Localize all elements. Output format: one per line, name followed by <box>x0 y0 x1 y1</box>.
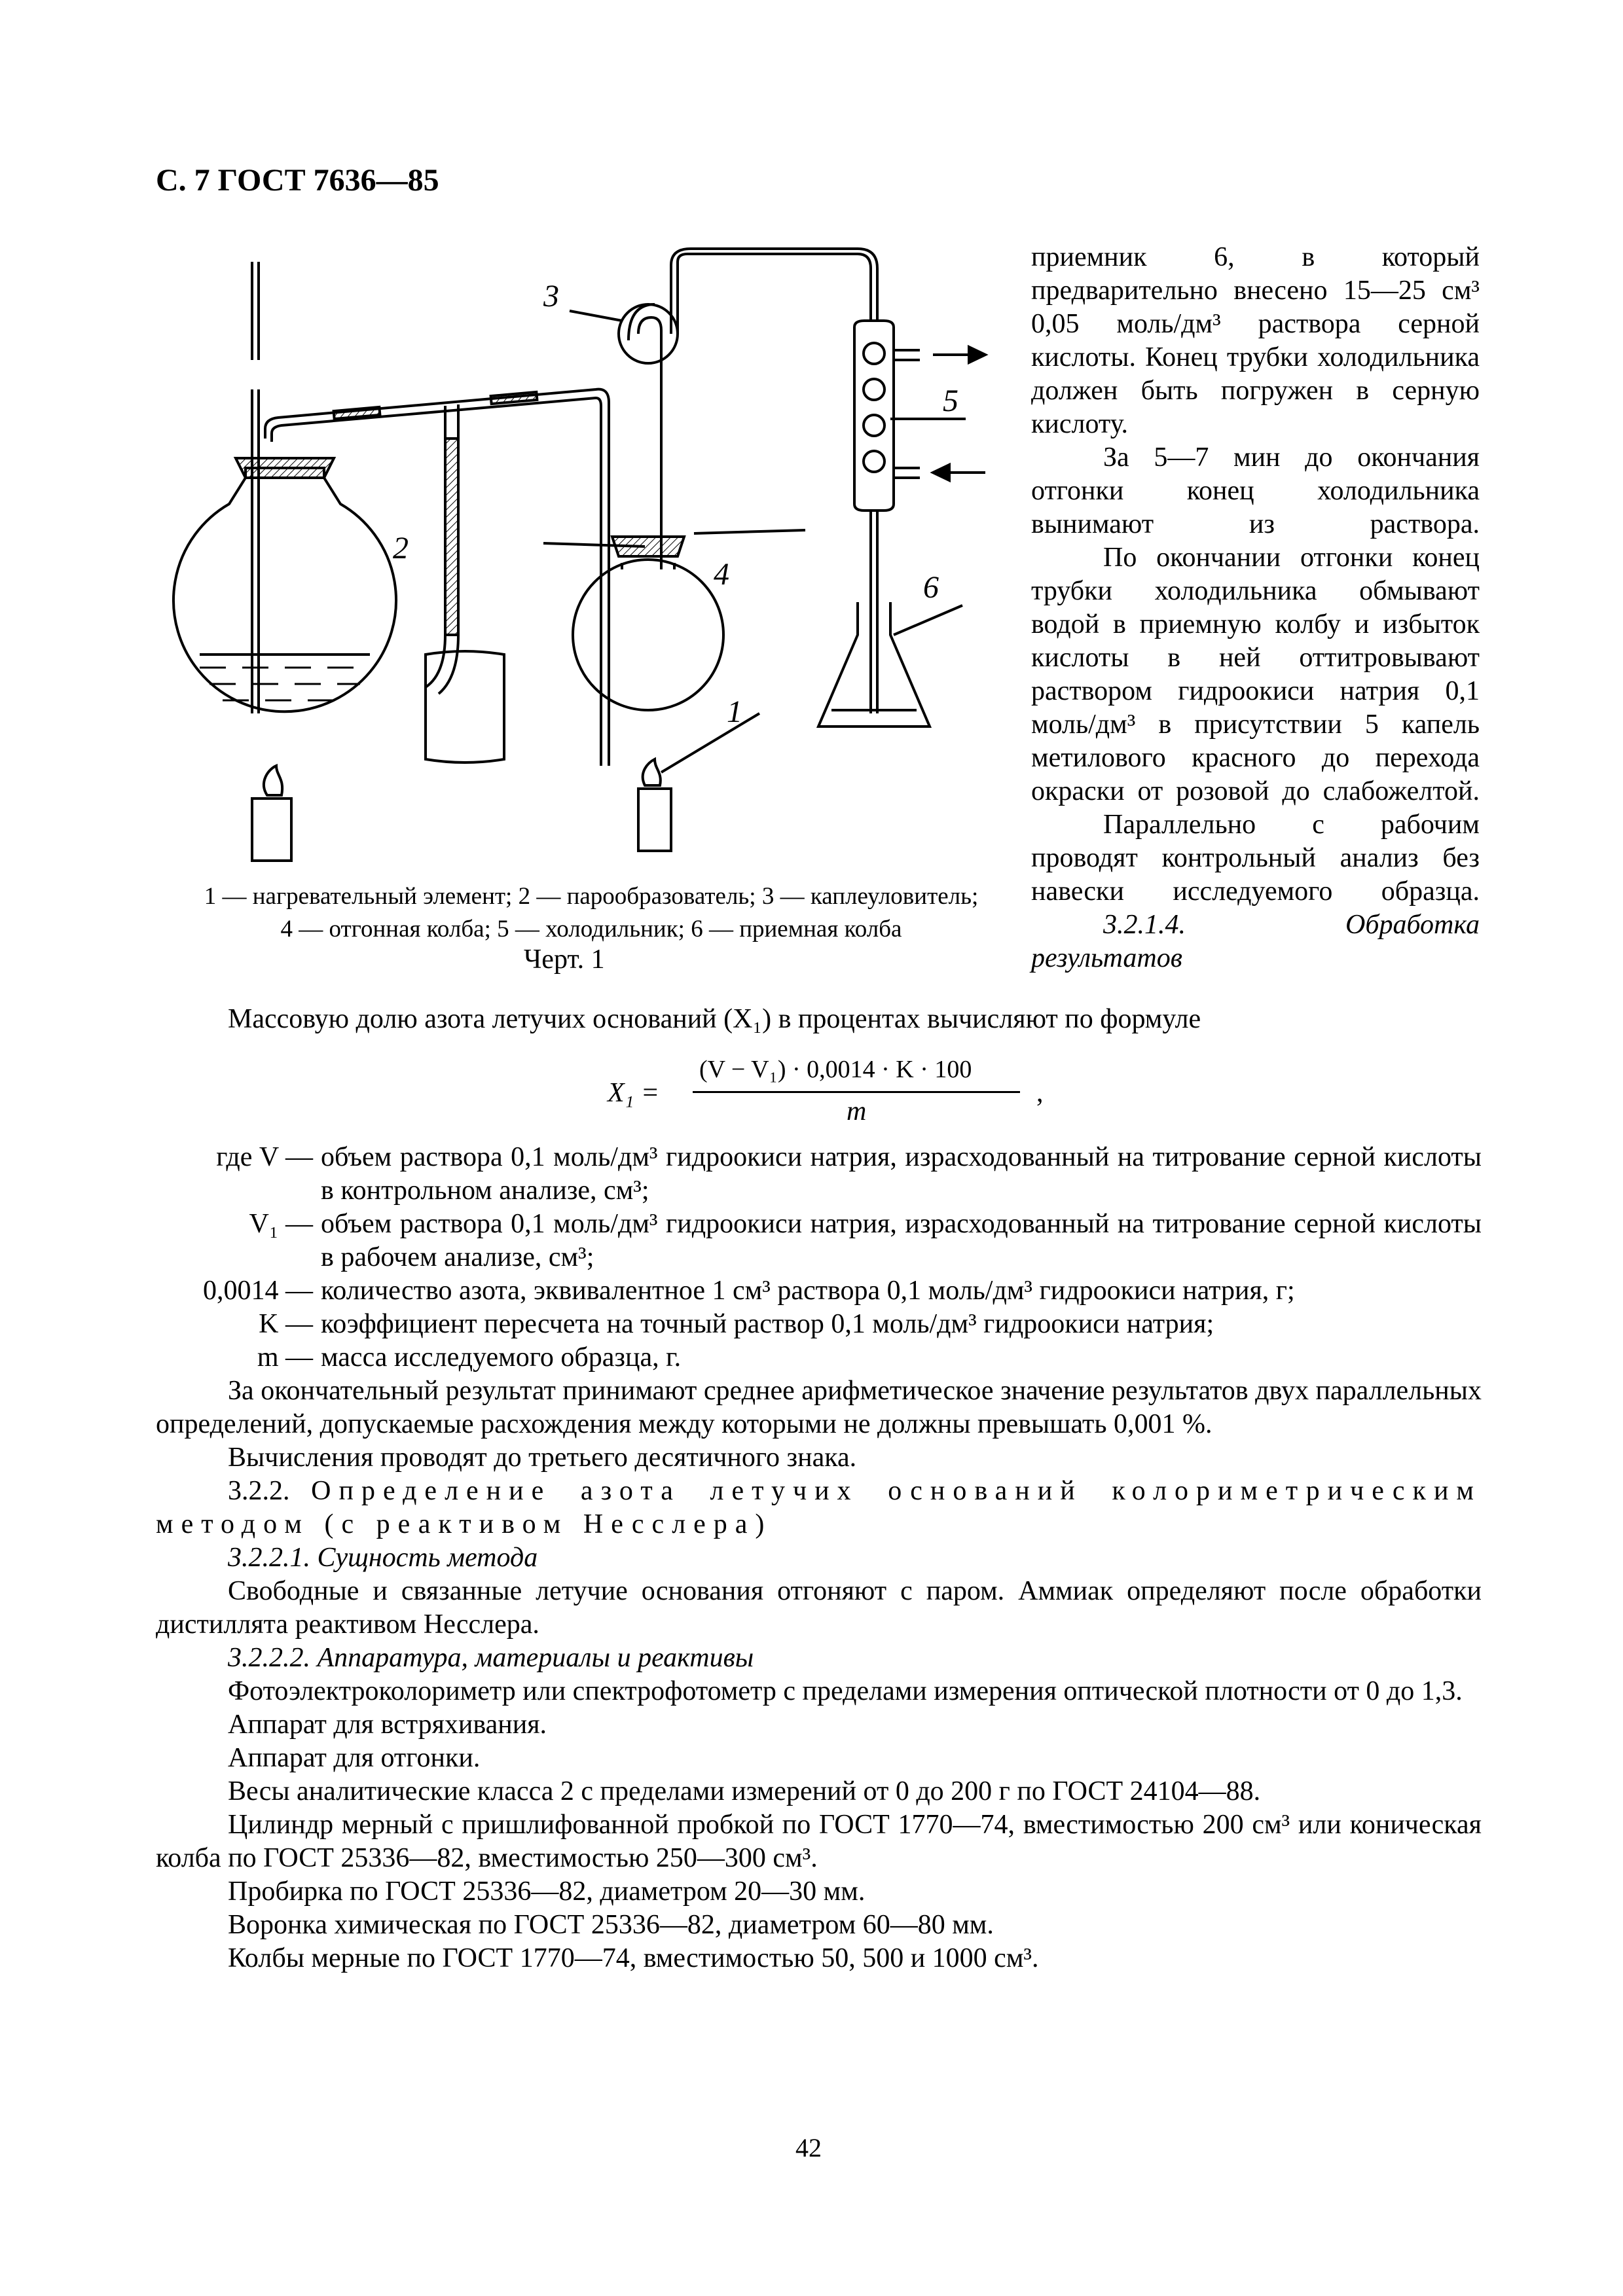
figure-label-5: 5 <box>943 384 958 418</box>
section-heading-3-2-2 <box>156 1475 1482 1541</box>
figure-label-6: 6 <box>923 570 939 605</box>
right-column-text <box>1031 241 1480 975</box>
definition-text: количество азота, эквивалентное 1 см³ раствора 0,1 моль/дм³ гидроокиси натрия, г; <box>321 1276 1295 1306</box>
right-paragraph-2: За 5—7 мин до окончания отгонки конец холодильника вынимают из раствора. <box>1031 442 1480 539</box>
formula-intro: Массовую долю азота летучих оснований (X₁) в процентах вычисляют по формуле <box>228 1004 1201 1034</box>
paragraph-distiller: Аппарат для отгонки. <box>228 1743 481 1773</box>
formula-block <box>156 1036 1482 1141</box>
section-number: 3.2.2. <box>228 1476 290 1506</box>
definition-row <box>64 1308 1482 1341</box>
formula-numerator: (V − V₁) · 0,0014 · K · 100 <box>699 1056 972 1083</box>
apparatus-figure <box>151 242 1021 870</box>
definition-symbol: 0,0014 — <box>203 1276 313 1306</box>
definition-text: объем раствора 0,1 моль/дм³ гидроокиси натрия, израсходованный на титрование серной кислоты в контрольном анализе, см³; <box>321 1142 1482 1206</box>
definition-symbol: где V — <box>216 1142 313 1172</box>
paragraph-result: За окончательный результат принимают среднее арифметическое значение результатов двух параллельных определений, допускаемые расхождения между которыми не должны превышать 0,001 %. <box>156 1376 1482 1439</box>
paragraph-test-tube: Пробирка по ГОСТ 25336—82, диаметром 20—30 мм. <box>228 1876 866 1907</box>
definition-row <box>64 1274 1482 1308</box>
definitions-list <box>156 1141 1482 1374</box>
section-heading-3-2-2-2: 3.2.2.2. Аппаратура, материалы и реактивы <box>228 1643 754 1673</box>
main-text <box>156 1003 1482 1975</box>
paragraph-funnel: Воронка химическая по ГОСТ 25336—82, диаметром 60—80 мм. <box>228 1910 994 1940</box>
right-paragraph-1: приемник 6, в который предварительно внесено 15—25 см³ 0,05 моль/дм³ раствора серной кислоты. Конец трубки холодильника должен быть погружен в серную кислоту. <box>1031 242 1480 439</box>
figure-label-1: 1 <box>727 694 742 729</box>
section-title: Определение азота летучих оснований колориметрическим методом (с реактивом Несслера) <box>156 1476 1482 1539</box>
apparatus-drawing <box>151 242 1021 870</box>
formula-fraction-bar <box>693 1091 1020 1093</box>
page-header: С. 7 ГОСТ 7636—85 <box>156 163 439 198</box>
right-paragraph-3: По окончании отгонки конец трубки холодильника обмывают водой в приемную колбу и избыток кислоты в ней оттитровывают раствором гидроокиси натрия 0,1 моль/дм³ в присутствии 5 капель метилового красного до перехода окраски от розовой до слабожелтой. <box>1031 543 1480 806</box>
definition-symbol: K — <box>259 1309 313 1339</box>
paragraph-flasks: Колбы мерные по ГОСТ 1770—74, вместимостью 50, 500 и 1000 см³. <box>228 1943 1039 1973</box>
definition-row <box>64 1141 1482 1208</box>
definition-symbol: V₁ — <box>249 1209 313 1239</box>
formula-lhs: X₁ = <box>608 1078 660 1108</box>
definition-symbol: m — <box>257 1342 313 1372</box>
paragraph-essence: Свободные и связанные летучие основания отгоняют с паром. Аммиак определяют после обработки дистиллята реактивом Несслера. <box>156 1576 1482 1640</box>
definition-text: коэффициент пересчета на точный раствор 0,1 моль/дм³ гидроокиси натрия; <box>321 1309 1214 1339</box>
section-heading-3-2-2-1: 3.2.2.1. Сущность метода <box>228 1543 538 1573</box>
figure-label-4: 4 <box>714 557 729 592</box>
caption-line-2: 4 — отгонная колба; 5 — холодильник; 6 — приемная колба <box>280 916 902 942</box>
paragraph-shaker: Аппарат для встряхивания. <box>228 1710 547 1740</box>
right-paragraph-4: Параллельно с рабочим проводят контрольный анализ без навески исследуемого образца. <box>1031 810 1480 906</box>
section-heading-3-2-1-4: 3.2.1.4. Обработка результатов <box>1031 910 1480 973</box>
caption-line-1: 1 — нагревательный элемент; 2 — парообразователь; 3 — каплеуловитель; <box>204 883 979 910</box>
paragraph-calculations: Вычисления проводят до третьего десятичного знака. <box>228 1443 857 1473</box>
figure-label-2: 2 <box>393 531 409 565</box>
paragraph-photocolorimeter: Фотоэлектроколориметр или спектрофотометр с пределами измерения оптической плотности от 0 до 1,3. <box>228 1676 1463 1706</box>
paragraph-cylinder: Цилиндр мерный с пришлифованной пробкой по ГОСТ 1770—74, вместимостью 200 см³ или коническая колба по ГОСТ 25336—82, вместимостью 250—300 см³. <box>156 1810 1482 1873</box>
figure-label-3: 3 <box>543 279 559 314</box>
definition-text: масса исследуемого образца, г. <box>321 1342 682 1372</box>
paragraph-scales: Весы аналитические класса 2 с пределами измерений от 0 до 200 г по ГОСТ 24104—88. <box>228 1776 1261 1806</box>
figure-caption <box>156 880 1027 946</box>
definition-text: объем раствора 0,1 моль/дм³ гидроокиси натрия, израсходованный на титрование серной кислоты в рабочем анализе, см³; <box>321 1209 1482 1272</box>
definition-row <box>64 1208 1482 1274</box>
page-number: 42 <box>795 2133 822 2162</box>
definition-row <box>64 1341 1482 1374</box>
formula-denominator: m <box>847 1096 867 1126</box>
figure-number: Черт. 1 <box>524 944 605 975</box>
formula-tail: , <box>1036 1078 1044 1108</box>
